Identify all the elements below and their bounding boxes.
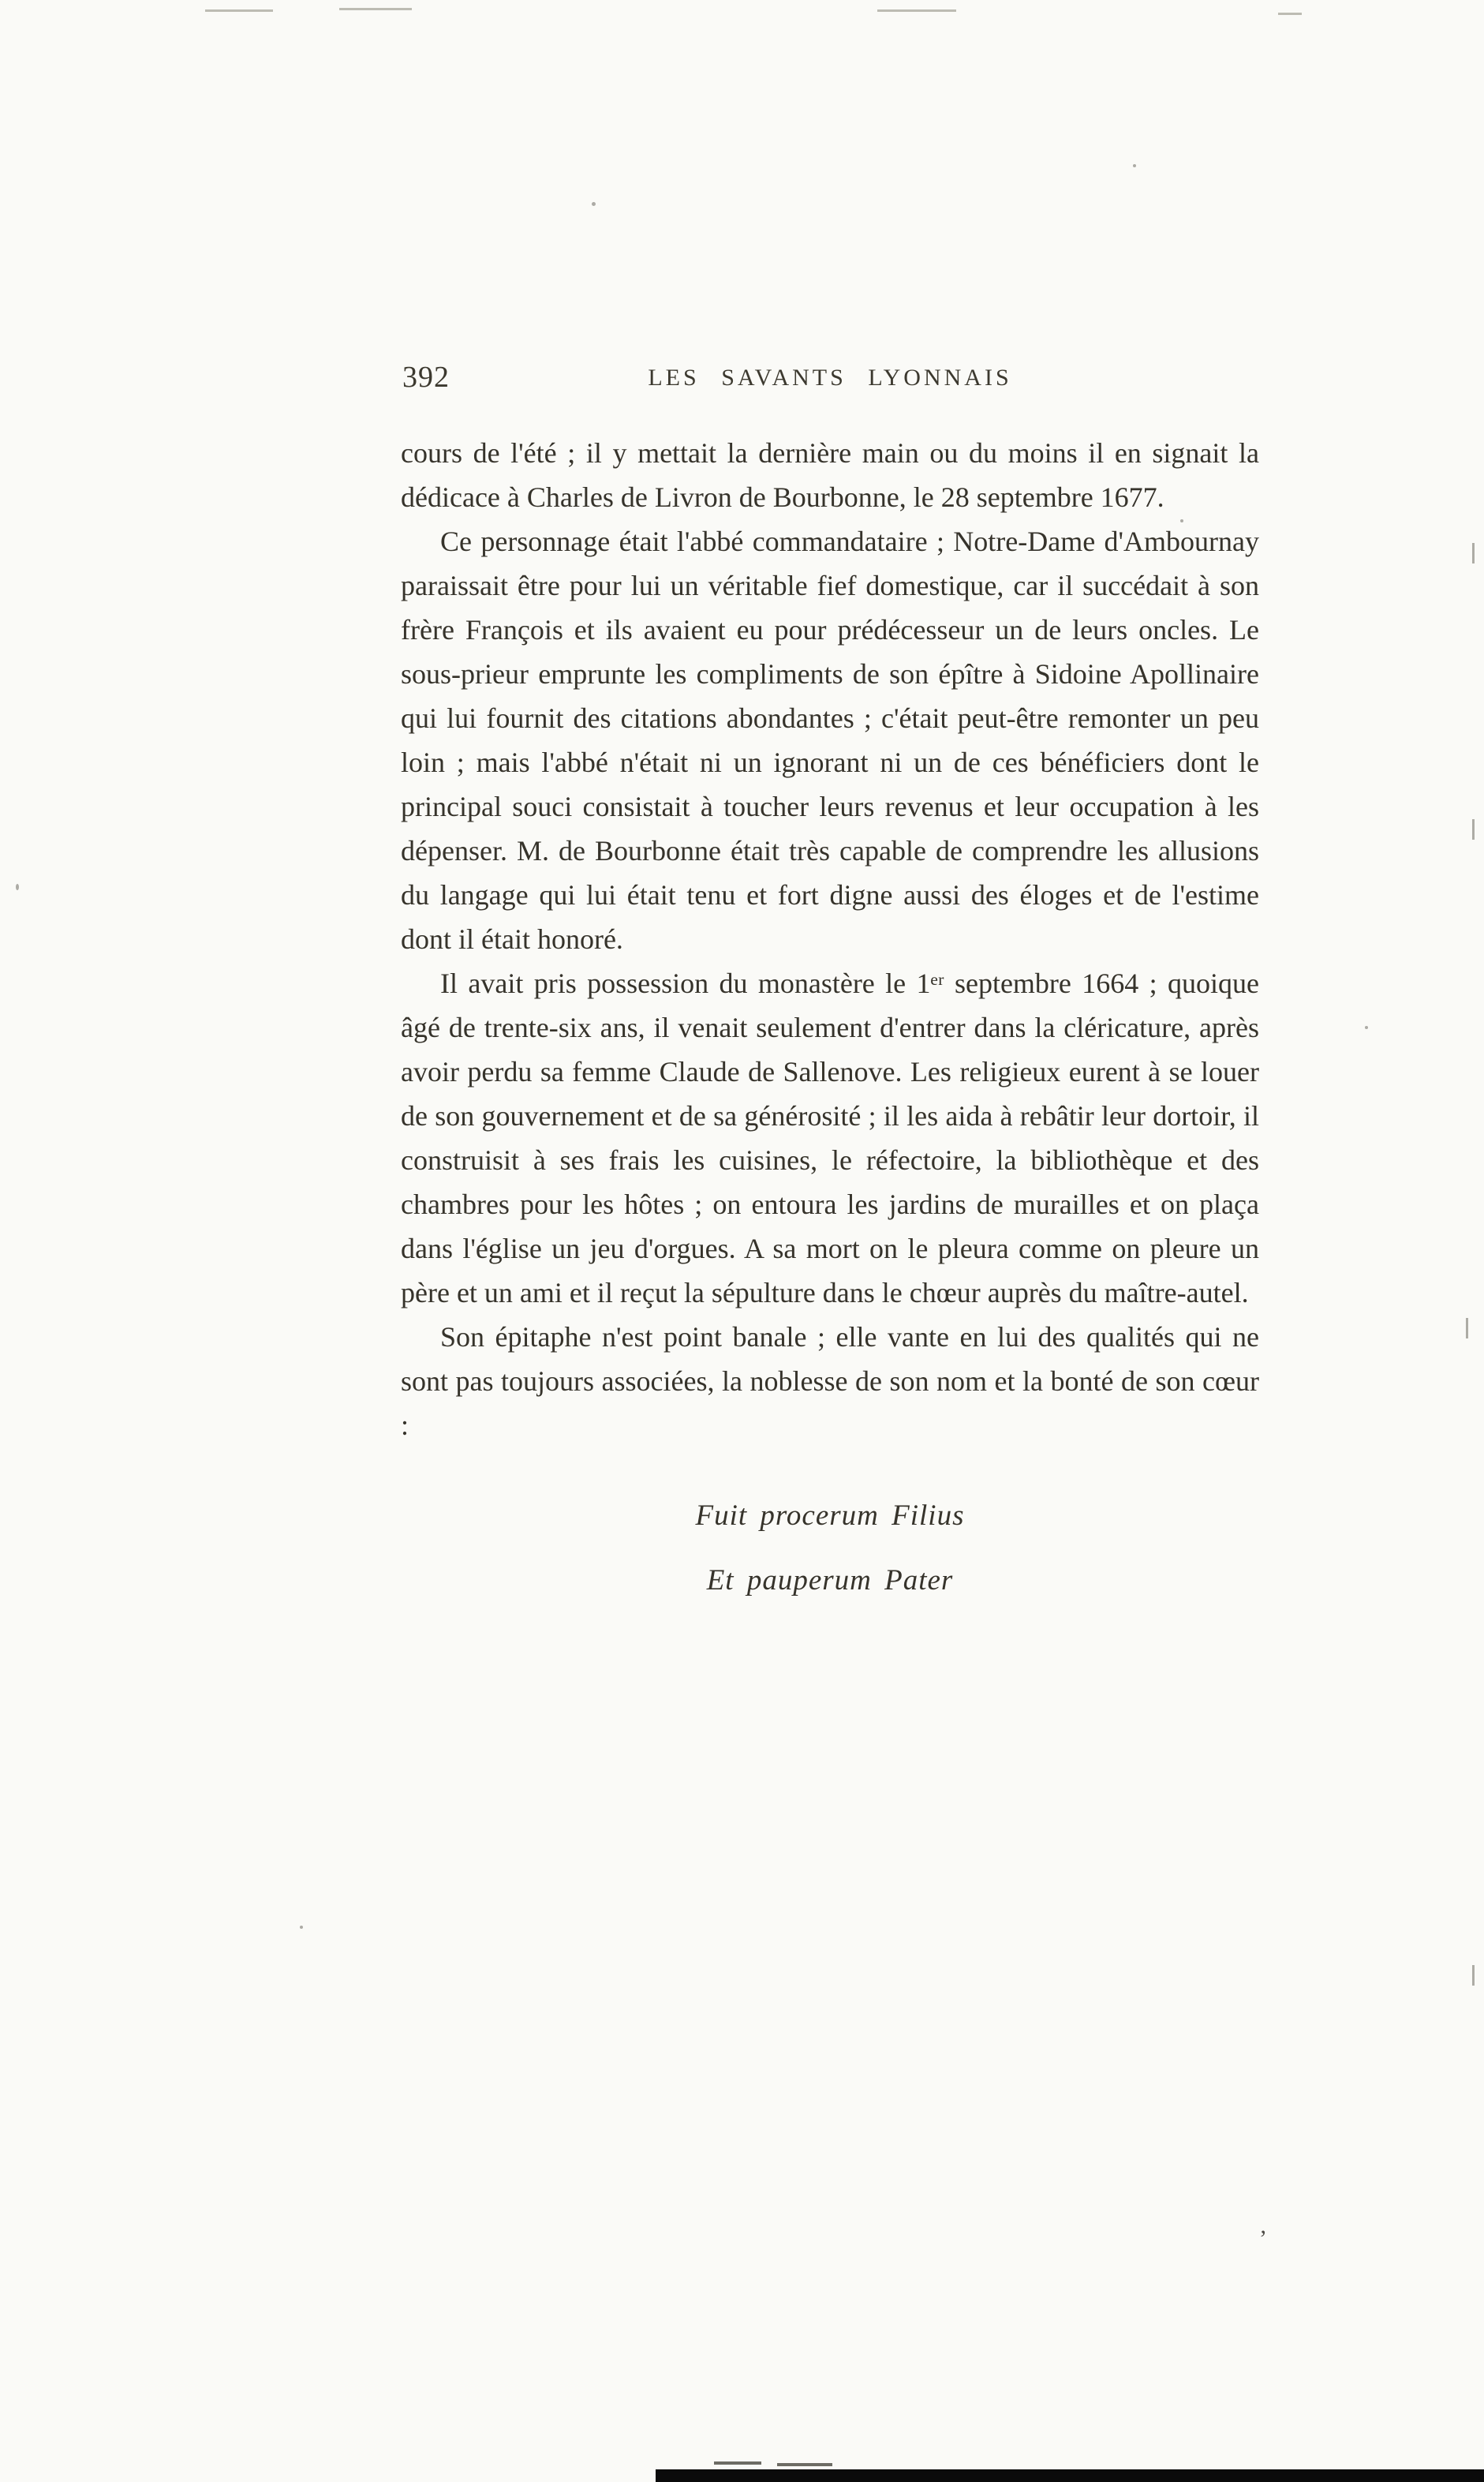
scan-artifact — [714, 2461, 761, 2465]
paragraph: Ce personnage était l'abbé commandataire ; Notre-Dame d'Ambournay paraissait être pour lui un véritable fief domestique, car il succédait à son frère François et ils avaient eu pour prédécesseur un de leurs oncles. Le sous-prieur emprunte les compliments de son épître à Sidoine Apollinaire qui lui fournit des citations abondantes ; c'était peut-être remonter un peu loin ; mais l'abbé n'était ni un ignorant ni un de ces bénéficiers dont le principal souci consistait à toucher leurs revenus et leur occupation à les dépenser. M. de Bourbonne était très capable de comprendre les allusions du langage qui lui était tenu et fort digne aussi des éloges et de l'estime dont il était honoré. — [401, 526, 1259, 955]
scan-artifact: ’ — [1259, 2226, 1267, 2252]
page-header — [401, 357, 1259, 406]
paragraph: Il avait pris possession du monastère le 1ᵉʳ septembre 1664 ; quoique âgé de trente-six ans, il venait seulement d'entrer dans la cléricature, après avoir perdu sa femme Claude de Sallenove. Les religieux eurent à se louer de son gouvernement et de sa générosité ; il les aida à rebâtir leur dortoir, il construisit à ses frais les cuisines, le réfectoire, la bibliothèque et des chambres pour les hôtes ; on entoura les jardins de murailles et on plaça dans l'église un jeu d'orgues. A sa mort on le pleura comme on pleure un père et un ami et il reçut la sépulture dans le chœur auprès du maître-autel. — [401, 968, 1259, 1308]
page-number: 392 — [402, 361, 450, 394]
scan-speck — [16, 884, 19, 890]
scan-artifact — [777, 2463, 832, 2466]
scan-speck — [1180, 519, 1183, 522]
epitaph-line: Et pauperum Pater — [706, 1564, 954, 1597]
scan-speck — [1133, 164, 1136, 167]
scan-speck — [1365, 1026, 1368, 1029]
scan-artifact — [1466, 1318, 1468, 1338]
scan-artifact — [1472, 1965, 1475, 1986]
paragraph: Son épitaphe n'est point banale ; elle vante en lui des qualités qui ne sont pas toujours associées, la noblesse de son nom et la bonté de son cœur : — [401, 1321, 1259, 1441]
scan-artifact — [205, 9, 273, 12]
scan-speck — [592, 202, 596, 206]
scanner-edge-bar — [656, 2469, 1484, 2482]
paragraph: cours de l'été ; il y mettait la dernière main ou du moins il en signait la dédicace à Charles de Livron de Bourbonne, le 28 septembre 1677. — [401, 437, 1259, 513]
scan-artifact — [1278, 13, 1302, 15]
running-title: LES SAVANTS LYONNAIS — [648, 365, 1012, 391]
scan-artifact — [1472, 819, 1475, 840]
text-block — [401, 431, 1259, 1447]
scan-artifact — [877, 9, 956, 12]
epitaph — [401, 1484, 1259, 1613]
epitaph-line: Fuit procerum Filius — [695, 1499, 965, 1532]
scan-artifact — [339, 8, 412, 10]
scan-speck — [300, 1926, 303, 1929]
text-column — [401, 357, 1259, 1613]
scan-artifact — [1472, 543, 1475, 563]
